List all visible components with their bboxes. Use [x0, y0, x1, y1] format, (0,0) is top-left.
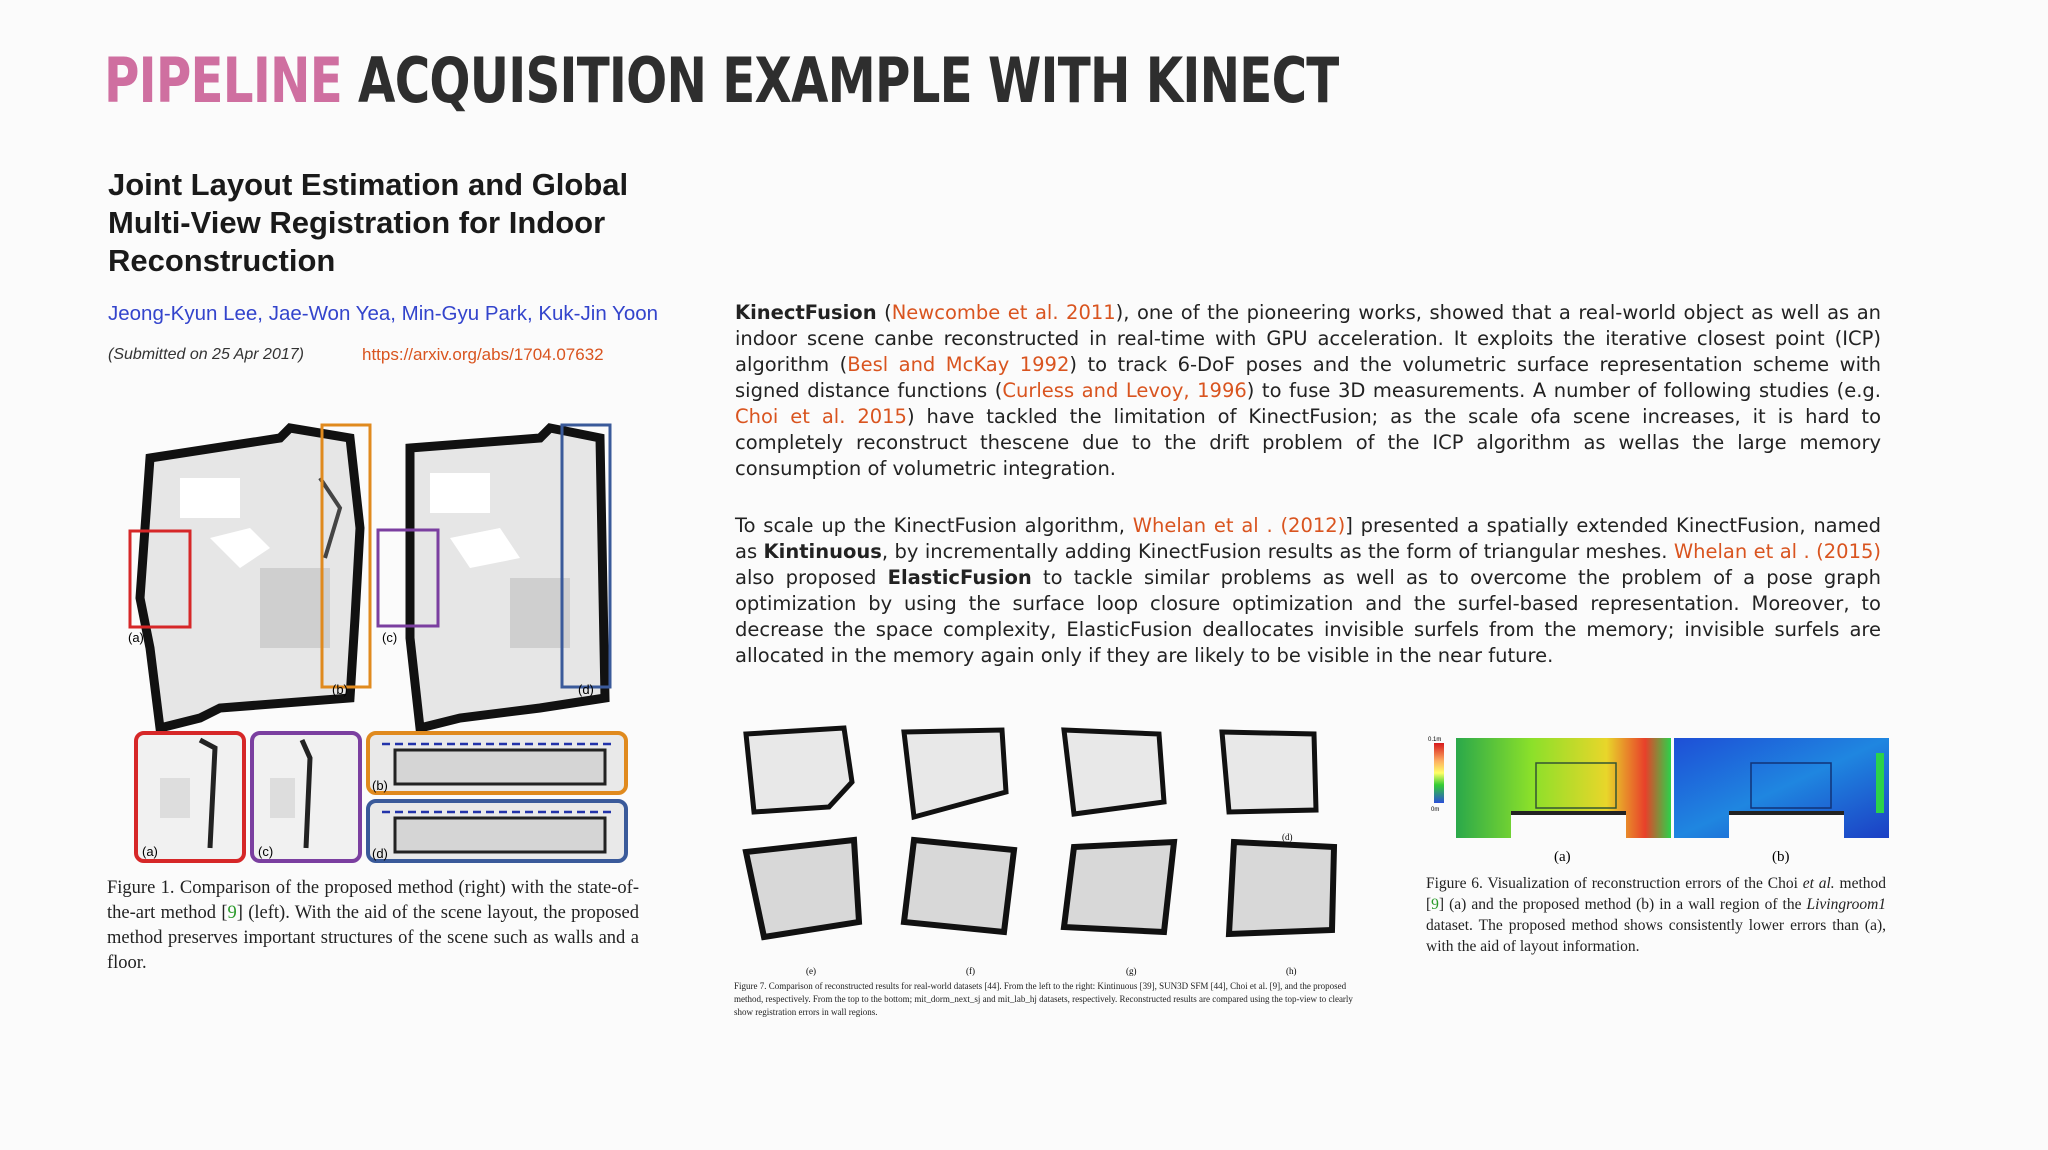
citation-whelan-2012[interactable]: Whelan et al . (2012)	[1132, 514, 1346, 537]
fig1-label-a: (a)	[142, 844, 158, 859]
p1-text3: ) to fuse 3D measurements. A number of following studies (e.g.	[1246, 379, 1881, 402]
figure1-image	[120, 418, 640, 868]
fig7-label-h: (h)	[1286, 966, 1297, 976]
color-scale-bar	[1434, 743, 1444, 803]
fig1-caption-post: ] (left). With the aid of the scene layout, the proposed method preserves important structures of the scene such as walls and a floor.	[107, 903, 639, 973]
p2-text5: to tackle similar problems as well as to overcome the problem of a pose graph optimization by using the surface loop closure optimization and the surfel-based representation. Moreover, to decrease the space complexity, ElasticFusion deallocates invisible surfels from the memory; invisible surfels are allocated in the memory again only if they are likely to be visible in the near future.	[735, 566, 1882, 667]
heatmap-a	[1456, 738, 1671, 838]
citation-whelan-2015[interactable]: Whelan et al . (2015)	[1673, 540, 1881, 563]
figure6-caption	[1426, 873, 1886, 957]
fig6-cap-mid2: ] (a) and the proposed method (b) in a wall region of the	[1438, 896, 1802, 913]
term-kintinuous: Kintinuous	[763, 540, 882, 563]
figure7-image	[734, 722, 1364, 977]
fig6-cap-etal: et al.	[1802, 875, 1835, 892]
fig1-label-d-top: (d)	[578, 682, 594, 697]
citation-besl[interactable]: Besl and McKay 1992	[847, 353, 1070, 376]
fig1-label-c: (c)	[258, 844, 274, 859]
title-rest: ACQUISITION EXAMPLE WITH KINECT	[358, 44, 1339, 117]
zoom-panel-b	[368, 733, 626, 793]
fig7-bottom-row	[746, 840, 1334, 937]
p2-text2: ] presented a spatially extended KinectFusion, named as	[735, 514, 1881, 563]
figure7-caption: Figure 7. Comparison of reconstructed results for real-world datasets [44]. From the left to the right: Kintinuous [39], SUN3D SFM [44], Choi et al. [9], and the proposed method, respectively. From the top to the bottom; mit_dorm_next_sj and mit_lab_hj datasets, respectively. Reconstructed results are compared using the top-view to clearly show registration errors in wall regions.	[734, 981, 1353, 1017]
p2-text4: also proposed	[735, 566, 877, 589]
zoom-panel-c	[252, 733, 360, 861]
reconstruction-left	[140, 428, 360, 728]
paper-title: Joint Layout Estimation and Global Multi-View Registration for Indoor Reconstruction	[108, 167, 629, 278]
p1-text2: ) to track 6-DoF poses and the volumetric surface representation scheme with signed distance functions (	[735, 353, 1882, 402]
paper-authors: Jeong-Kyun Lee, Jae-Won Yea, Min-Gyu Park, Kuk-Jin Yoon	[108, 302, 659, 325]
citation-curless[interactable]: Curless and Levoy, 1996	[1002, 379, 1247, 402]
zoom-panel-d	[368, 801, 626, 861]
p1-text4: ) have tackled the limitation of KinectFusion; as the scale ofa scene increases, it is hard to completely reconstruct thescene due to the drift problem of the ICP algorithm as wellas the large memory consumption of volumetric integration.	[735, 405, 1881, 480]
citation-choi[interactable]: Choi et al. 2015	[735, 405, 907, 428]
zoom-panel-a	[136, 733, 244, 861]
fig1-label-c-top: (c)	[382, 630, 398, 645]
term-elasticfusion: ElasticFusion	[887, 566, 1032, 589]
fig7-label-g: (g)	[1126, 966, 1137, 976]
fig6-label-b: (b)	[1772, 849, 1790, 865]
term-kinectfusion: KinectFusion	[735, 301, 877, 324]
figure1-caption	[107, 876, 639, 976]
fig1-label-b-top: (b)	[332, 682, 348, 697]
fig6-label-a: (a)	[1554, 849, 1571, 865]
fig7-top-row	[746, 728, 1316, 817]
fig1-label-d: (d)	[372, 846, 388, 861]
fig7-label-e: (e)	[806, 966, 816, 976]
fig1-caption-pre: Figure 1. Comparison of the proposed method (right) with the state-of-the-art method [	[107, 878, 639, 923]
heatmap-b	[1674, 738, 1889, 838]
fig6-cap-ref: 9	[1431, 896, 1439, 913]
fig6-cap-dataset: Livingroom1	[1806, 896, 1887, 913]
scale-top-label: 0.1m	[1428, 737, 1442, 743]
fig1-caption-ref: 9	[227, 903, 237, 923]
slide-title	[104, 44, 1339, 117]
title-accent: PIPELINE	[104, 44, 342, 117]
paragraph-kinectfusion: KinectFusion (Newcombe et al. 2011), one of the pioneering works, showed that a real-world object as well as an indoor scene canbe reconstructed in real-time with GPU acceleration. It exploits the iterative closest point (ICP) algorithm (Besl and McKay 1992) to track 6-DoF poses and the volumetric surface representation scheme with signed distance functions (Curless and Levoy, 1996) to fuse 3D measurements. A number of following studies (e.g. Choi et al. 2015) have tackled the limitation of KinectFusion; as the scale ofa scene increases, it is hard to completely reconstruct thescene due to the drift problem of the ICP algorithm as wellas the large memory consumption of volumetric integration.	[735, 301, 1882, 480]
fig7-label-d: (d)	[1282, 832, 1293, 842]
submission-date: (Submitted on 25 Apr 2017)	[108, 346, 304, 363]
fig1-label-b: (b)	[372, 778, 388, 793]
arxiv-link[interactable]: https://arxiv.org/abs/1704.07632	[362, 345, 604, 364]
p2-text3: , by incrementally adding KinectFusion results as the form of triangular meshes.	[881, 540, 1668, 563]
paragraph-kintinuous	[735, 513, 1881, 669]
p2-text1: To scale up the KinectFusion algorithm,	[735, 514, 1125, 537]
fig7-label-f: (f)	[966, 966, 975, 976]
fig6-cap-post: dataset. The proposed method shows consistently lower errors than (a), with the aid of layout information.	[1426, 917, 1886, 955]
fig6-cap-pre: Figure 6. Visualization of reconstruction errors of the Choi	[1426, 875, 1798, 892]
scale-bottom-label: 0m	[1431, 807, 1440, 813]
p1-text1: ), one of the pioneering works, showed that a real-world object as well as an indoor scene canbe reconstructed in real-time with GPU acceleration. It exploits the iterative closest point (ICP) algorithm (	[735, 301, 1881, 376]
citation-newcombe[interactable]: Newcombe et al. 2011	[891, 301, 1116, 324]
fig6-cap-mid1: method [	[1426, 875, 1887, 913]
figure6-image	[1426, 733, 1896, 868]
fig1-label-a-top: (a)	[128, 630, 144, 645]
